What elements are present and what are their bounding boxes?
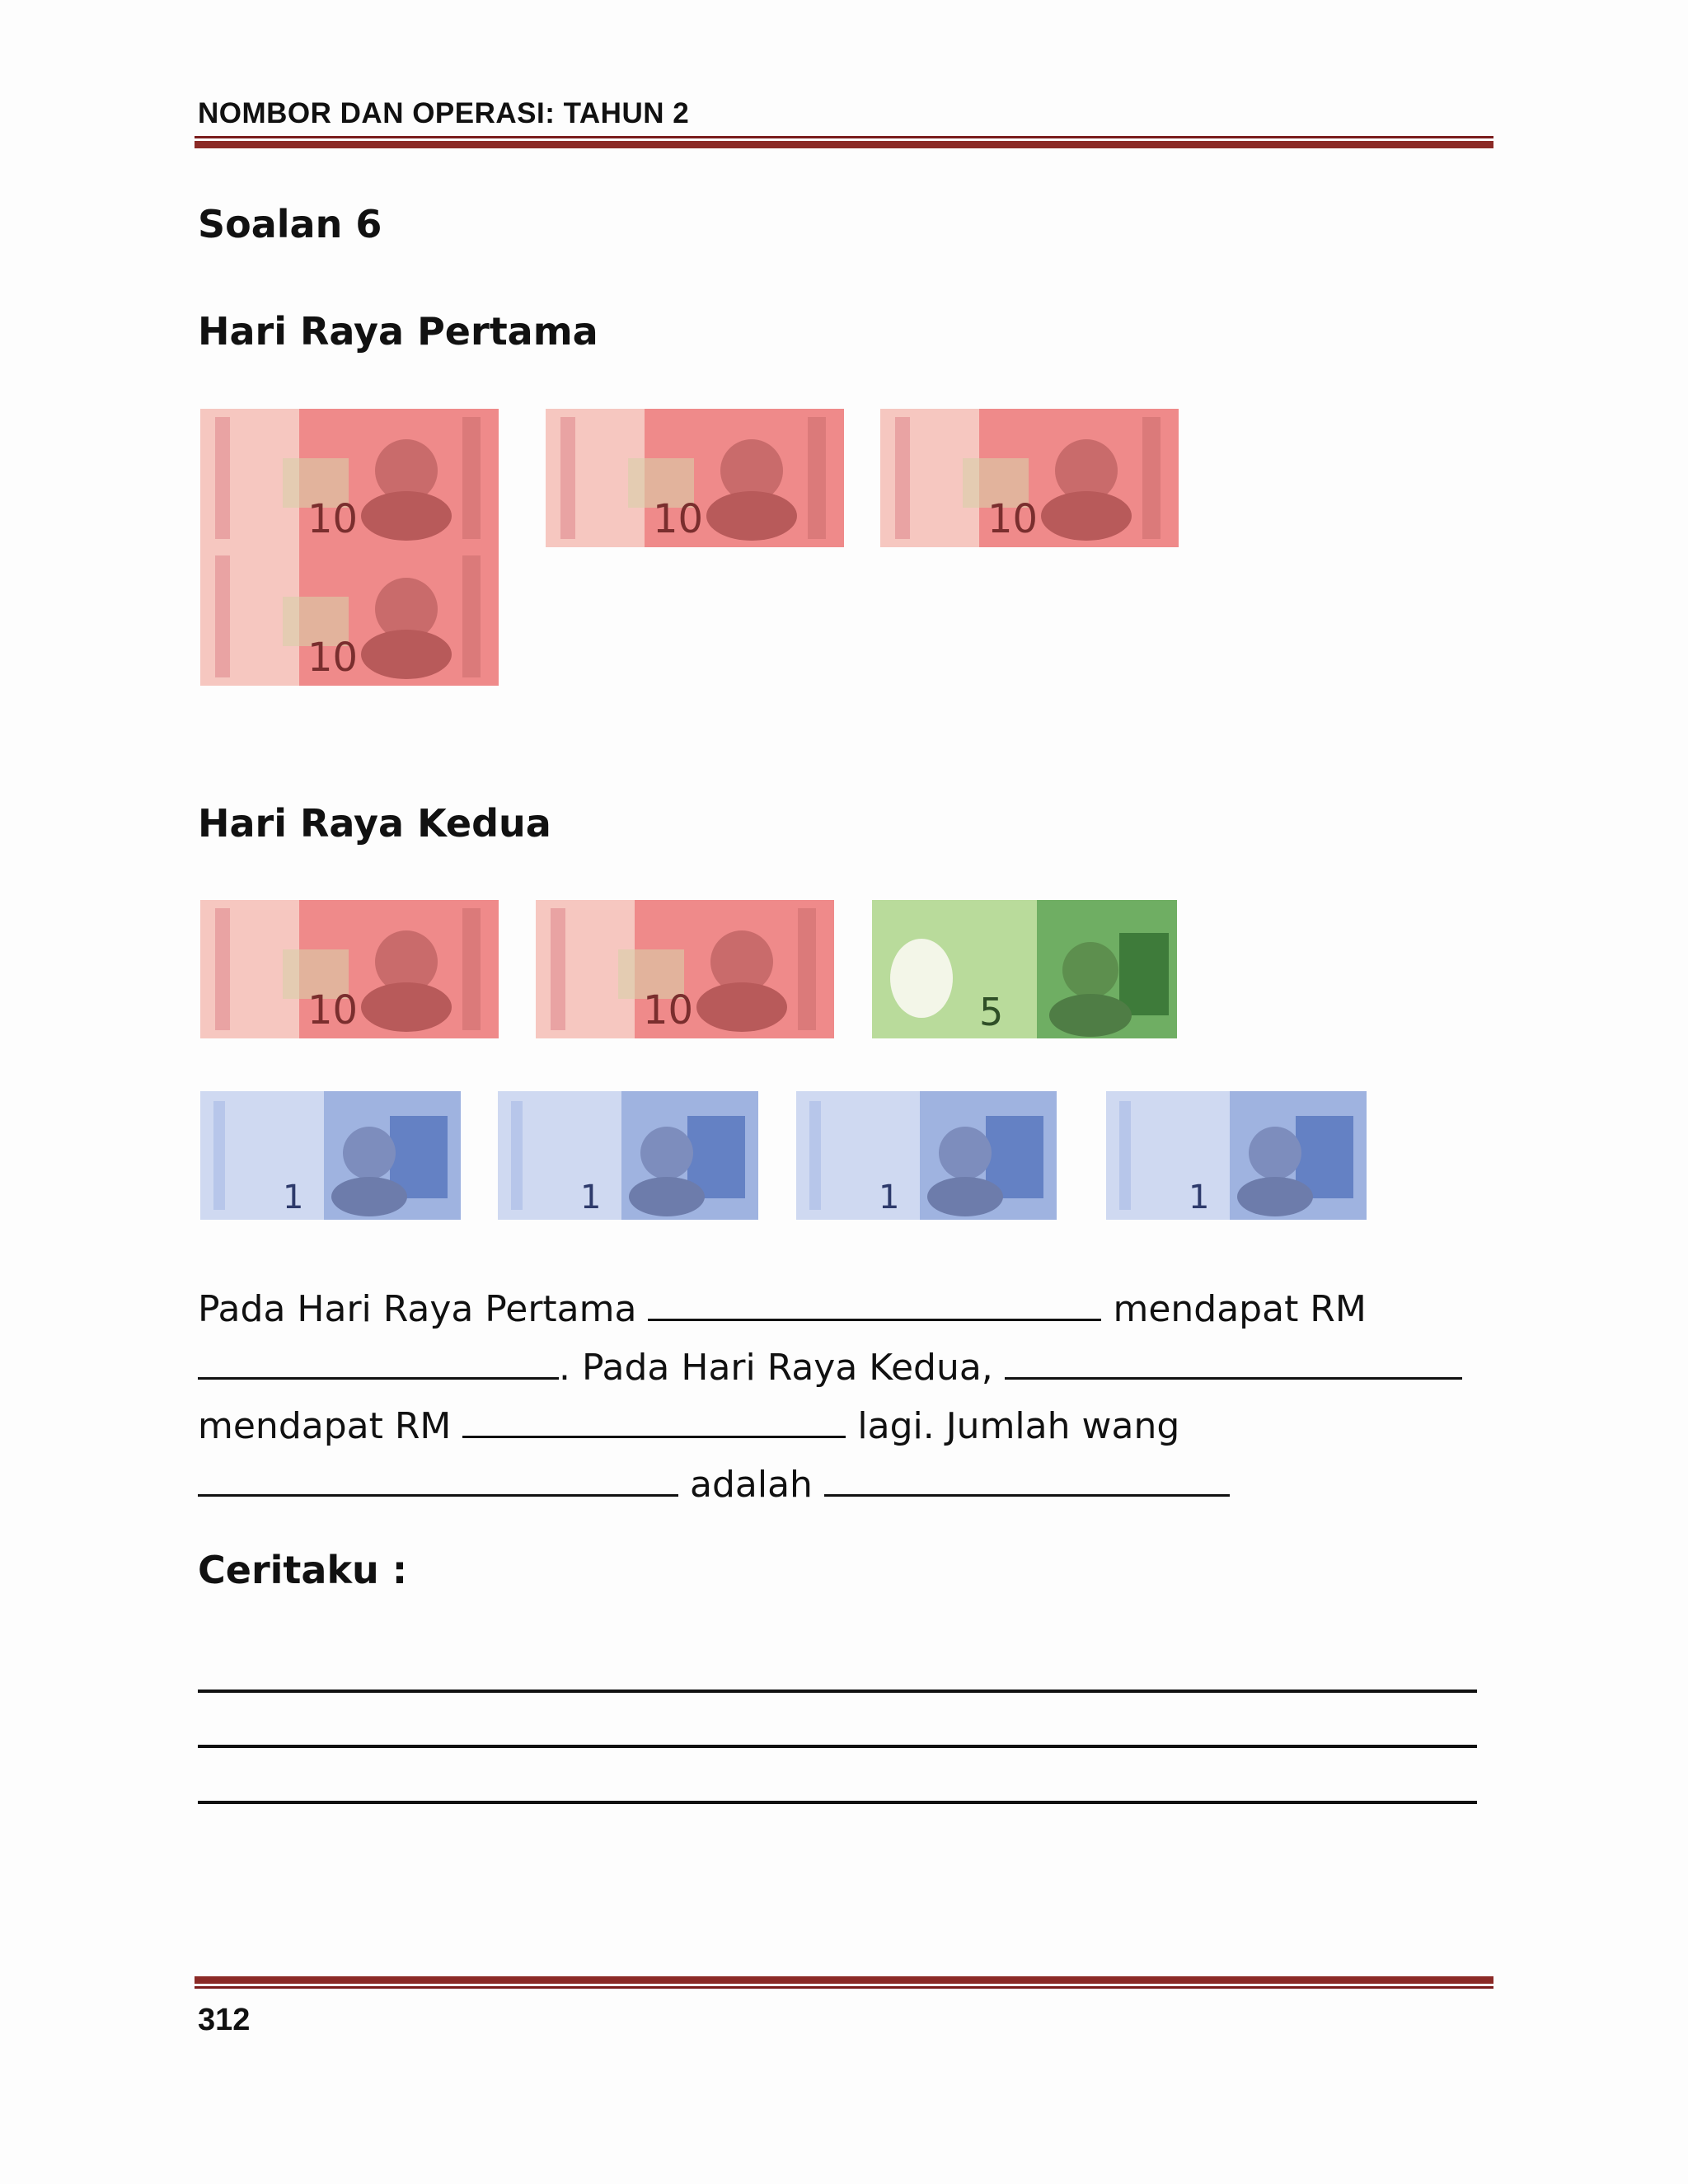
banknote-denomination: 1 bbox=[1189, 1179, 1210, 1216]
day2-heading: Hari Raya Kedua bbox=[198, 801, 551, 846]
banknote-rm10 bbox=[200, 900, 499, 1038]
footer-rule bbox=[195, 1976, 1493, 1989]
banknote-rm1 bbox=[200, 1091, 461, 1220]
banknote-denomination: 5 bbox=[979, 990, 1004, 1034]
writing-line-1[interactable] bbox=[198, 1690, 1477, 1693]
blank-amount-1[interactable] bbox=[198, 1336, 559, 1380]
banknote-rm1 bbox=[498, 1091, 758, 1220]
blank-total[interactable] bbox=[824, 1453, 1230, 1497]
banknote-rm5 bbox=[872, 900, 1177, 1038]
banknote-denomination: 10 bbox=[307, 496, 359, 542]
document-header-title: NOMBOR DAN OPERASI: TAHUN 2 bbox=[198, 97, 690, 129]
blank-amount-2[interactable] bbox=[462, 1394, 846, 1438]
banknote-rm10 bbox=[546, 409, 844, 547]
banknote-rm10 bbox=[880, 409, 1179, 547]
page-number: 312 bbox=[198, 2003, 251, 2037]
banknote-denomination: 1 bbox=[580, 1179, 602, 1216]
header-rule bbox=[195, 136, 1493, 148]
banknote-rm10 bbox=[200, 409, 499, 547]
blank-name-1[interactable] bbox=[648, 1277, 1101, 1321]
question-label: Soalan 6 bbox=[198, 202, 382, 246]
ceritaku-label: Ceritaku : bbox=[198, 1548, 408, 1592]
story-paragraph bbox=[198, 1277, 1462, 1511]
banknote-denomination: 10 bbox=[307, 635, 359, 681]
writing-line-2[interactable] bbox=[198, 1745, 1477, 1748]
banknote-denomination: 1 bbox=[283, 1179, 304, 1216]
blank-name-2[interactable] bbox=[1005, 1336, 1462, 1380]
story-line-1: Pada Hari Raya Pertama mendapat RM bbox=[198, 1277, 1462, 1336]
writing-line-3[interactable] bbox=[198, 1801, 1477, 1804]
banknote-rm10 bbox=[536, 900, 834, 1038]
banknote-rm1 bbox=[1106, 1091, 1367, 1220]
story-line-4: adalah bbox=[198, 1453, 1462, 1511]
banknote-denomination: 10 bbox=[987, 496, 1039, 542]
banknote-denomination: 10 bbox=[653, 496, 704, 542]
banknote-rm1 bbox=[796, 1091, 1057, 1220]
day1-heading: Hari Raya Pertama bbox=[198, 309, 598, 354]
banknote-denomination: 10 bbox=[643, 987, 694, 1033]
story-line-3: mendapat RM lagi. Jumlah wang bbox=[198, 1394, 1462, 1453]
banknote-rm10 bbox=[200, 547, 499, 686]
story-line-2: . Pada Hari Raya Kedua, bbox=[198, 1336, 1462, 1394]
banknote-denomination: 1 bbox=[879, 1179, 900, 1216]
blank-name-3[interactable] bbox=[198, 1453, 678, 1497]
banknote-denomination: 10 bbox=[307, 987, 359, 1033]
